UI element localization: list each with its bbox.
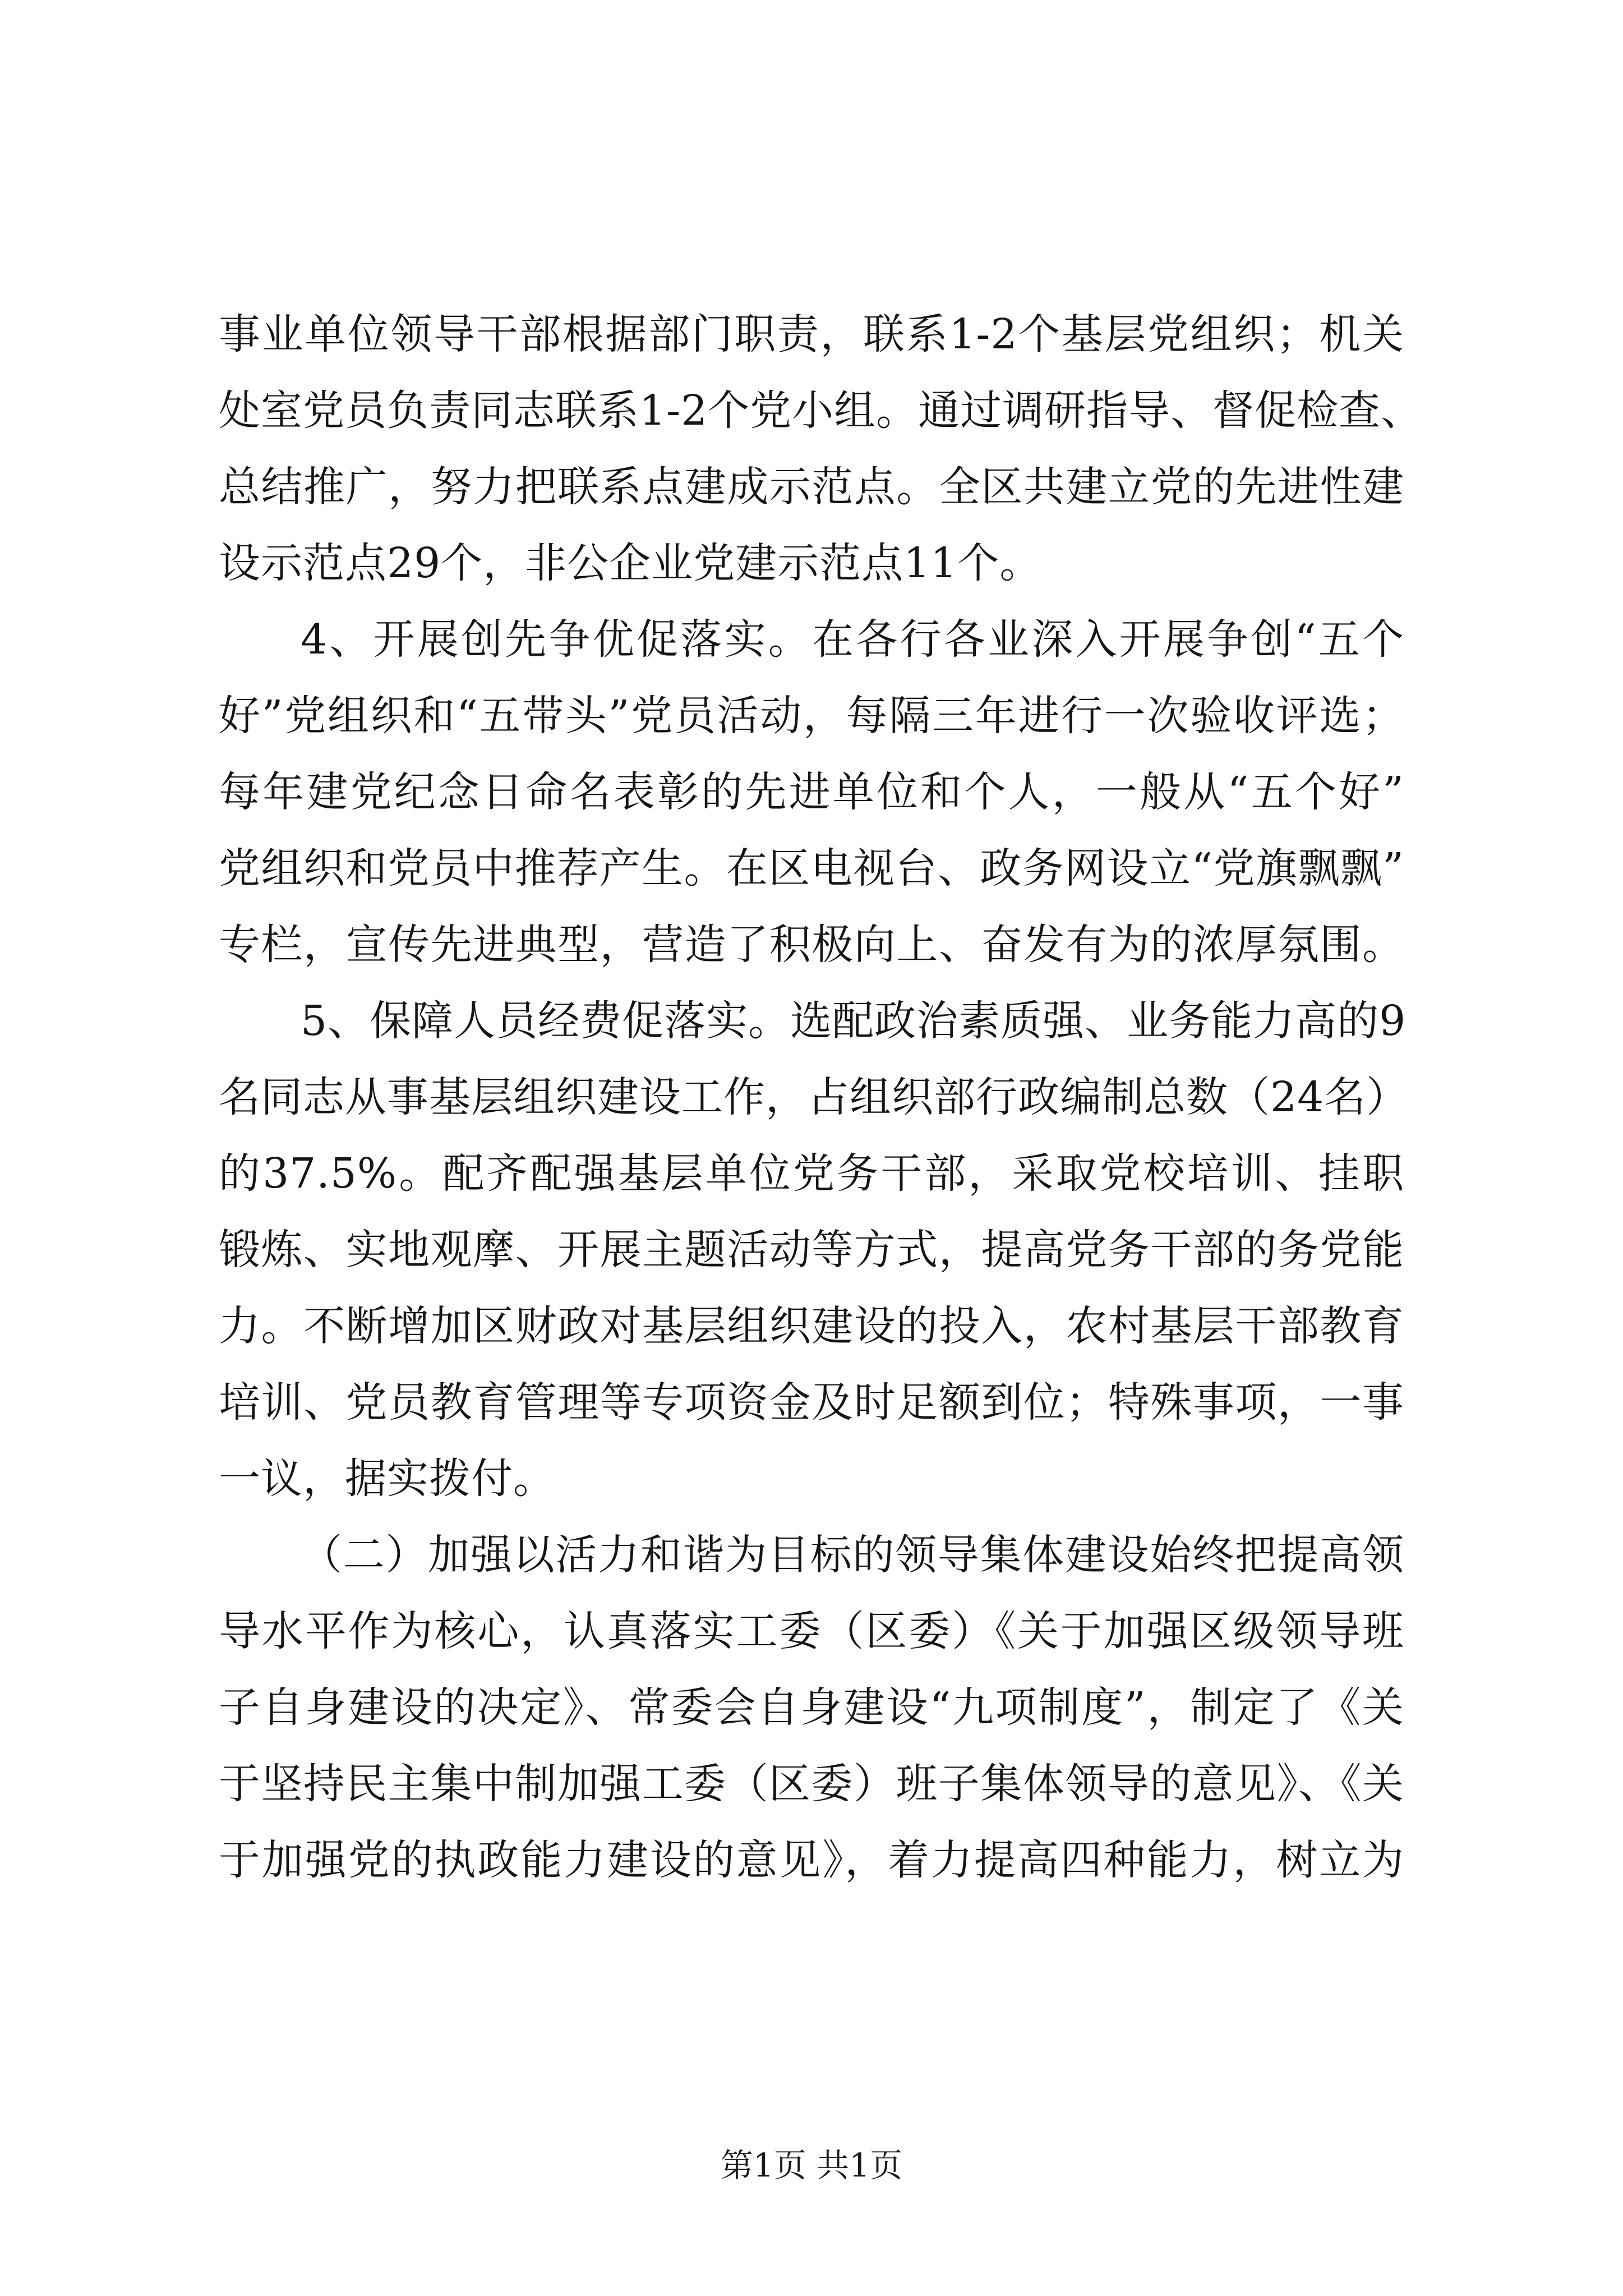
text-line: 于坚持民主集中制加强工委（区委）班子集体领导的意见》、《关 bbox=[219, 1760, 1404, 1808]
text-line: 总结推广，努力把联系点建成示范点。全区共建立党的先进性建 bbox=[219, 463, 1404, 511]
text-line: 每年建党纪念日命名表彰的先进单位和个人，一般从“五个好” bbox=[219, 768, 1404, 816]
text-line: 的37.5%。配齐配强基层单位党务干部，采取党校培训、挂职 bbox=[219, 1149, 1404, 1198]
page-footer bbox=[0, 2143, 1623, 2188]
text-line: 党组织和党员中推荐产生。在区电视台、政务网设立“党旗飘飘” bbox=[219, 844, 1404, 892]
text-line: 名同志从事基层组织建设工作，占组织部行政编制总数（24名） bbox=[219, 1073, 1409, 1121]
text-line: 处室党员负责同志联系1-2个党小组。通过调研指导、督促检查、 bbox=[219, 386, 1423, 435]
text-line: 好”党组织和“五带头”党员活动，每隔三年进行一次验收评选； bbox=[219, 692, 1404, 740]
text-line: 4、开展创先争优促落实。在各行各业深入开展争创“五个 bbox=[301, 615, 1404, 664]
text-line: 设示范点29个，非公企业党建示范点11个。 bbox=[219, 539, 1042, 587]
text-line: 一议，据实拨付。 bbox=[219, 1455, 555, 1503]
text-line: 5、保障人员经费促落实。选配政治素质强、业务能力高的9 bbox=[301, 997, 1407, 1045]
page-number: 第1页 共1页 bbox=[720, 2146, 903, 2184]
text-line: （二）加强以活力和谐为目标的领导集体建设始终把提高领 bbox=[301, 1531, 1404, 1579]
text-line: 子自身建设的决定》、常委会自身建设“九项制度”，制定了《关 bbox=[219, 1683, 1404, 1732]
text-line: 于加强党的执政能力建设的意见》，着力提高四种能力，树立为 bbox=[219, 1836, 1404, 1884]
text-line: 专栏，宣传先进典型，营造了积极向上、奋发有为的浓厚氛围。 bbox=[219, 921, 1404, 969]
text-line: 导水平作为核心，认真落实工委（区委）《关于加强区级领导班 bbox=[219, 1607, 1404, 1655]
text-line: 事业单位领导干部根据部门职责，联系1-2个基层党组织；机关 bbox=[219, 310, 1404, 358]
text-line: 锻炼、实地观摩、开展主题活动等方式，提高党务干部的务党能 bbox=[219, 1226, 1404, 1274]
text-line: 培训、党员教育管理等专项资金及时足额到位；特殊事项，一事 bbox=[219, 1378, 1404, 1427]
text-line: 力。不断增加区财政对基层组织建设的投入，农村基层干部教育 bbox=[219, 1302, 1404, 1350]
